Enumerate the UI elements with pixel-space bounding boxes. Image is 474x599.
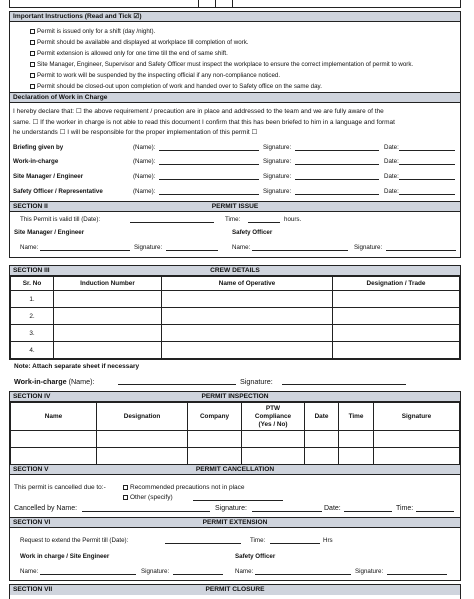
col-header: Date xyxy=(305,403,339,431)
col-header: Signature xyxy=(374,403,460,431)
cancel-reason-label: This permit is cancelled due to:- xyxy=(14,484,106,491)
col-header: Designation / Trade xyxy=(333,277,460,291)
permit-extension-section xyxy=(9,518,461,581)
instruction-item[interactable]: Permit to work will be suspended by the inspecting official if any non-compliance noticed. xyxy=(30,72,280,79)
wic-sign-label: Signature: xyxy=(240,377,273,386)
extend-label: Request to extend the Permit till (Date): xyxy=(20,537,129,544)
col-header: Company xyxy=(188,403,242,431)
table-row xyxy=(11,448,460,465)
section-number: SECTION VII xyxy=(13,586,53,593)
signature-field[interactable] xyxy=(386,244,456,251)
remnant-divider xyxy=(215,0,216,7)
name-label: (Name): xyxy=(133,158,156,165)
signature-field[interactable] xyxy=(387,568,447,575)
checkbox[interactable] xyxy=(123,495,128,500)
permit-inspection-section xyxy=(9,391,461,465)
signature-label: Signature: xyxy=(134,244,163,251)
signature-field[interactable] xyxy=(166,244,218,251)
crew-note: Note: Attach separate sheet if necessary xyxy=(14,363,140,370)
col-header: Name of Operative xyxy=(162,277,333,291)
signature-label: Signature: xyxy=(141,568,170,575)
name-field[interactable] xyxy=(159,144,259,151)
name-label: Name: xyxy=(232,244,251,251)
name-label: Name: xyxy=(20,568,39,575)
permit-issue-section xyxy=(9,202,461,258)
name-field[interactable] xyxy=(159,188,259,195)
declaration-line: I hereby declare that: ☐ the above requirement / precaution are in place and addressed to the team and we are fully aware of the xyxy=(13,108,384,115)
valid-till-field[interactable] xyxy=(130,216,214,223)
inspection-table xyxy=(10,402,460,465)
signature-field[interactable] xyxy=(295,144,379,151)
name-field[interactable] xyxy=(40,244,130,251)
role-label: Briefing given by xyxy=(13,144,64,151)
row-number: 3. xyxy=(11,325,54,342)
row-number: 4. xyxy=(11,342,54,359)
left-role: Work in charge / Site Engineer xyxy=(20,553,110,560)
name-label: Name: xyxy=(235,568,254,575)
section-header xyxy=(10,392,460,402)
table-row xyxy=(11,325,460,342)
section-header xyxy=(10,518,460,528)
table-row xyxy=(11,431,460,448)
date-label: Date: xyxy=(384,158,399,165)
name-field[interactable] xyxy=(252,244,348,251)
col-header: Sr. No xyxy=(11,277,54,291)
instruction-item[interactable]: Permit extension is allowed only for one time till the end of same shift. xyxy=(30,50,228,57)
signature-label: Signature: xyxy=(263,188,292,195)
table-row xyxy=(11,291,460,308)
signature-label: Signature: xyxy=(263,173,292,180)
hours-label: hours. xyxy=(284,216,302,223)
signature-field[interactable] xyxy=(252,505,322,512)
name-field[interactable] xyxy=(255,568,351,575)
cancel-option[interactable]: Other (specify) xyxy=(123,494,173,501)
declaration-section xyxy=(9,93,461,202)
remnant-divider xyxy=(232,0,233,7)
declaration-title: Declaration of Work in Charge xyxy=(13,94,108,101)
instructions-section xyxy=(9,11,461,93)
name-label: (Name): xyxy=(133,173,156,180)
date-field[interactable] xyxy=(399,158,455,165)
name-label: (Name): xyxy=(133,144,156,151)
section-number: SECTION III xyxy=(13,267,50,274)
right-role: Safety Officer xyxy=(235,553,276,560)
col-header: Designation xyxy=(97,403,188,431)
checkbox[interactable] xyxy=(30,40,35,45)
cancel-option[interactable]: Recommended precautions not in place xyxy=(123,484,245,491)
date-field[interactable] xyxy=(399,144,455,151)
declaration-line: he understands ☐ I will be responsible for the proper implementation of this permit ☐ xyxy=(13,129,258,136)
work-in-charge-row xyxy=(14,377,95,386)
date-label: Date: xyxy=(384,188,399,195)
section-header xyxy=(10,465,460,475)
section-title: PERMIT ISSUE xyxy=(211,203,259,210)
name-label: (Name): xyxy=(133,188,156,195)
col-header: PTW Compliance (Yes / No) xyxy=(242,403,305,431)
date-field[interactable] xyxy=(399,173,455,180)
checkbox[interactable] xyxy=(123,485,128,490)
declaration-header xyxy=(10,93,460,103)
wic-name-label: (Name): xyxy=(68,377,95,386)
section-header xyxy=(10,202,460,212)
section-title: PERMIT INSPECTION xyxy=(201,393,269,400)
signature-label: Signature: xyxy=(263,158,292,165)
wic-sign-field[interactable] xyxy=(282,378,406,385)
section-number: SECTION V xyxy=(13,466,49,473)
instruction-item[interactable]: Permit should be closed-out upon completion of work and handed over to Safety office on the same day. xyxy=(30,83,322,90)
permit-closure-section xyxy=(9,584,461,599)
checkbox[interactable] xyxy=(30,62,35,67)
time-field[interactable] xyxy=(248,216,280,223)
checkbox[interactable] xyxy=(30,29,35,34)
crew-details-section xyxy=(9,265,461,360)
time-label: Time: xyxy=(250,537,266,544)
left-role: Site Manager / Engineer xyxy=(14,229,85,236)
name-field[interactable] xyxy=(40,568,136,575)
row-number: 1. xyxy=(11,291,54,308)
section-title: PERMIT CLOSURE xyxy=(205,586,265,593)
instructions-header xyxy=(10,12,460,22)
name-field[interactable] xyxy=(159,158,259,165)
signature-label: Signature: xyxy=(215,505,247,512)
time-label: Time: xyxy=(225,216,241,223)
date-label: Date: xyxy=(324,505,341,512)
row-number: 2. xyxy=(11,308,54,325)
role-label: Safety Officer / Representative xyxy=(13,188,103,195)
signature-label: Signature: xyxy=(355,568,384,575)
time-field[interactable] xyxy=(416,505,454,512)
other-reason-field[interactable] xyxy=(193,494,283,501)
wic-name-field[interactable] xyxy=(118,378,236,385)
section-header xyxy=(10,266,460,276)
right-role: Safety Officer xyxy=(232,229,273,236)
time-label: Time: xyxy=(396,505,414,512)
role-label: Site Manager / Engineer xyxy=(13,173,84,180)
signature-field[interactable] xyxy=(295,188,379,195)
signature-field[interactable] xyxy=(173,568,223,575)
section-title: CREW DETAILS xyxy=(210,267,260,274)
section-number: SECTION VI xyxy=(13,519,51,526)
extend-date-field[interactable] xyxy=(165,537,241,544)
cancelled-by-field[interactable] xyxy=(82,505,210,512)
declaration-line: same. ☐ If the worker in charge is not able to read this document I confirm that this has been briefed to him in a language and format xyxy=(13,119,395,126)
section-title: PERMIT CANCELLATION xyxy=(195,466,275,473)
instruction-item[interactable]: Permit should be available and displayed at workplace till completion of work. xyxy=(30,39,249,46)
remnant-divider xyxy=(198,0,199,7)
signature-field[interactable] xyxy=(295,173,379,180)
date-label: Date: xyxy=(384,144,399,151)
date-label: Date: xyxy=(384,173,399,180)
permit-cancellation-section xyxy=(9,465,461,518)
table-row xyxy=(11,342,460,359)
hrs-label: Hrs xyxy=(323,537,333,544)
signature-field[interactable] xyxy=(295,158,379,165)
crew-table xyxy=(10,276,460,359)
signature-label: Signature: xyxy=(354,244,383,251)
valid-till-label: This Permit is valid till (Date): xyxy=(20,216,101,223)
role-label: Work-in-charge xyxy=(13,158,59,165)
checkbox[interactable] xyxy=(30,73,35,78)
top-remnant xyxy=(9,0,461,8)
wic-label: Work-in-charge xyxy=(14,377,67,386)
checkbox[interactable] xyxy=(30,51,35,56)
date-field[interactable] xyxy=(344,505,392,512)
instructions-title: Important Instructions (Read and Tick ☑) xyxy=(13,13,142,20)
checkbox[interactable] xyxy=(30,84,35,89)
name-label: Name: xyxy=(20,244,39,251)
col-header: Name xyxy=(11,403,97,431)
col-header: Time xyxy=(339,403,374,431)
section-number: SECTION IV xyxy=(13,393,51,400)
instruction-item[interactable]: Site Manager, Engineer, Supervisor and Safety Officer must inspect the workplace to ensure the correct implementation of permit to work. xyxy=(30,61,413,68)
section-number: SECTION II xyxy=(13,203,48,210)
table-row xyxy=(11,308,460,325)
cancelled-by-label: Cancelled by Name: xyxy=(14,505,78,512)
section-title: PERMIT EXTENSION xyxy=(202,519,268,526)
col-header: Induction Number xyxy=(54,277,162,291)
date-field[interactable] xyxy=(399,188,455,195)
name-field[interactable] xyxy=(159,173,259,180)
section-header xyxy=(10,585,460,595)
instruction-item[interactable]: Permit is issued only for a shift (day /night). xyxy=(30,28,155,35)
time-field[interactable] xyxy=(270,537,320,544)
signature-label: Signature: xyxy=(263,144,292,151)
